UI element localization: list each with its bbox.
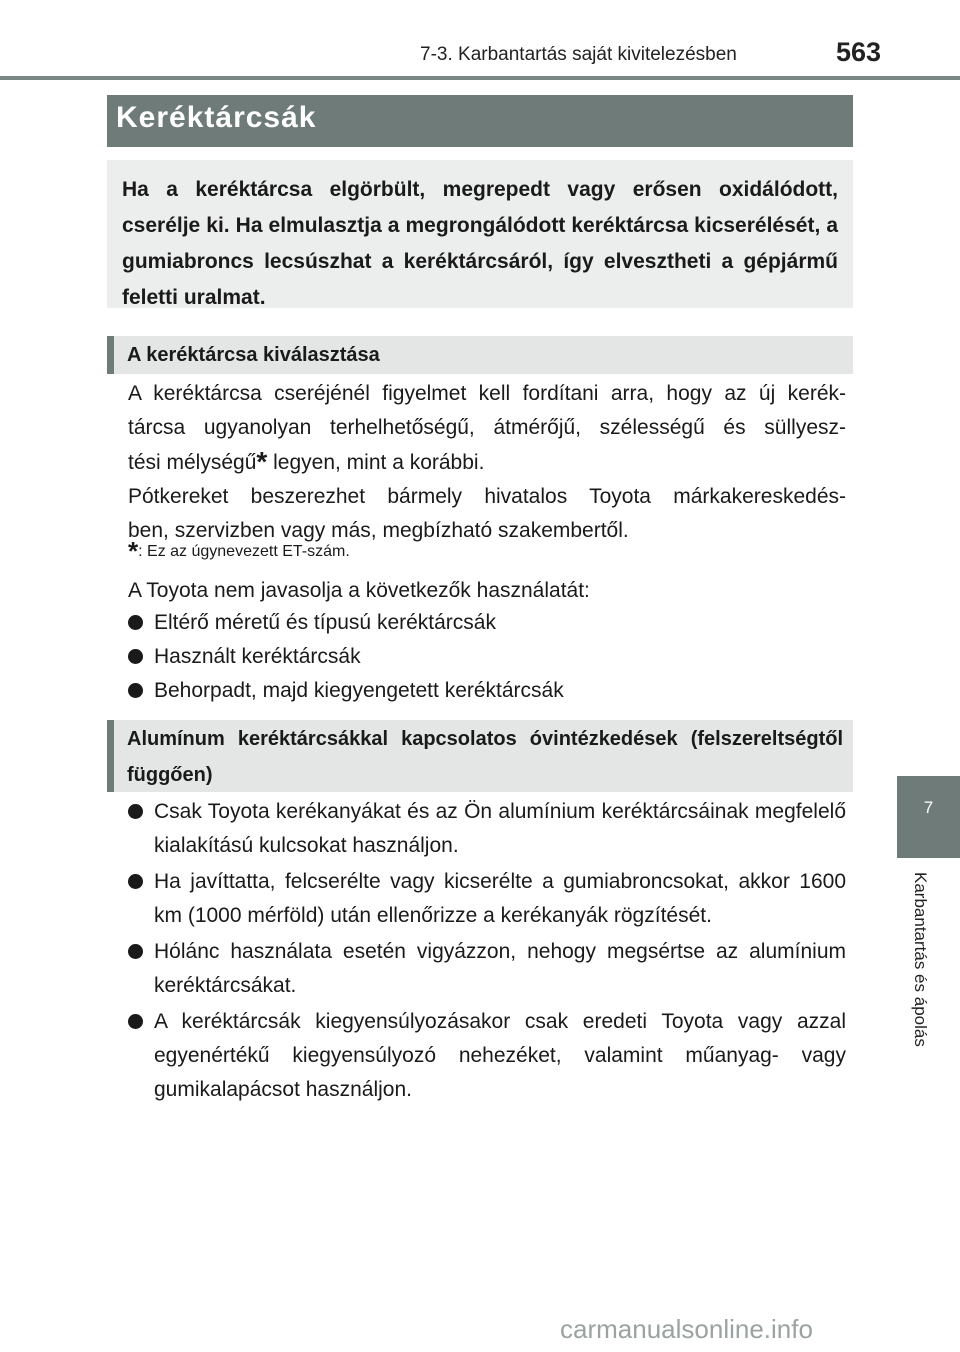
- heading-accent-bar: [107, 720, 114, 792]
- bullet-icon: [128, 649, 143, 664]
- footnote-asterisk: *: [128, 536, 139, 566]
- header-divider: [0, 76, 960, 80]
- bullet-icon: [128, 804, 143, 819]
- recommendation-intro: A Toyota nem javasolja a következők használatát:: [128, 579, 590, 602]
- text-line: tárcsa ugyanolyan terhelhetőségű, átmérőjű, szélességű és süllyesz-: [128, 416, 846, 439]
- not-recommended-list: [128, 606, 846, 708]
- list-item: [128, 606, 846, 640]
- list-item-text: Csak Toyota kerékanyákat és az Ön alumínium keréktárcsáinak megfelelő kialakítású kulcsokat használjon.: [154, 800, 846, 857]
- list-item: [128, 1005, 846, 1107]
- aluminium-precautions-list: [128, 795, 846, 1107]
- bullet-icon: [128, 874, 143, 889]
- footnote: [128, 536, 350, 567]
- page-number: 563: [836, 37, 882, 67]
- watermark: carmanualsonline.info: [560, 1314, 813, 1344]
- bullet-icon: [128, 683, 143, 698]
- list-item-text: Hólánc használata esetén vigyázzon, nehogy megsértse az alumínium keréktárcsákat.: [154, 940, 846, 997]
- text-line: [128, 445, 846, 480]
- list-item-text: Használt keréktárcsák: [154, 645, 361, 668]
- bullet-icon: [128, 1014, 143, 1029]
- list-item-text: A keréktárcsák kiegyensúlyozásakor csak eredeti Toyota vagy azzal egyenértékű kiegyensúlyozó nehezéket, valamint műanyag- vagy gumikalapácsot használjon.: [154, 1010, 846, 1101]
- chapter-number: 7: [923, 798, 934, 817]
- chapter-label: [900, 872, 940, 1082]
- text-line: Pótkereket beszerezhet bármely hivatalos Toyota márkakereskedés-: [128, 485, 846, 508]
- warning-text: Ha a keréktárcsa elgörbült, megrepedt vagy erősen oxidálódott, cserélje ki. Ha elmulasztja a megrongálódott keréktárcsa kicserélését, a gumiabroncs lecsúszhat a keréktárcsáról, így elvesztheti a gépjármű feletti uralmat.: [122, 178, 838, 309]
- list-item: [128, 795, 846, 863]
- list-item-text: Eltérő méretű és típusú keréktárcsák: [154, 611, 496, 634]
- text-fragment: legyen, mint a korábbi.: [267, 451, 485, 474]
- section-heading-text: Alumínum keréktárcsákkal kapcsolatos óvintézkedések (felszereltségtől függően): [127, 728, 843, 786]
- footnote-text: : Ez az úgynevezett ET-szám.: [138, 543, 350, 560]
- asterisk-mark: *: [256, 446, 268, 477]
- text-line: A keréktárcsa cseréjénél figyelmet kell fordítani arra, hogy az új kerék-: [128, 382, 846, 405]
- text-line: ben, szervizben vagy más, megbízható szakembertől.: [128, 519, 629, 542]
- chapter-label-text: Karbantartás és ápolás: [911, 872, 930, 1047]
- bullet-icon: [128, 615, 143, 630]
- list-item-text: Ha javíttatta, felcserélte vagy kicserélte a gumiabroncsokat, akkor 1600 km (1000 mérföld) után ellenőrizze a kerékanyák rögzítését.: [154, 870, 846, 927]
- page-title: Keréktárcsák: [116, 101, 317, 134]
- selection-paragraph-1: [128, 377, 846, 548]
- section-heading-selection: [107, 336, 853, 374]
- list-item-text: Behorpadt, majd kiegyengetett keréktárcsák: [154, 679, 564, 702]
- text-fragment: tési mélységű: [128, 451, 257, 474]
- bullet-icon: [128, 944, 143, 959]
- heading-accent-bar: [107, 336, 114, 374]
- list-item: [128, 935, 846, 1003]
- list-item: [128, 865, 846, 933]
- header-section-title: 7-3. Karbantartás saját kivitelezésben: [420, 44, 737, 65]
- list-item: [128, 640, 846, 674]
- section-heading-aluminium: [107, 720, 853, 792]
- section-heading-text: A keréktárcsa kiválasztása: [127, 344, 380, 366]
- list-item: [128, 674, 846, 708]
